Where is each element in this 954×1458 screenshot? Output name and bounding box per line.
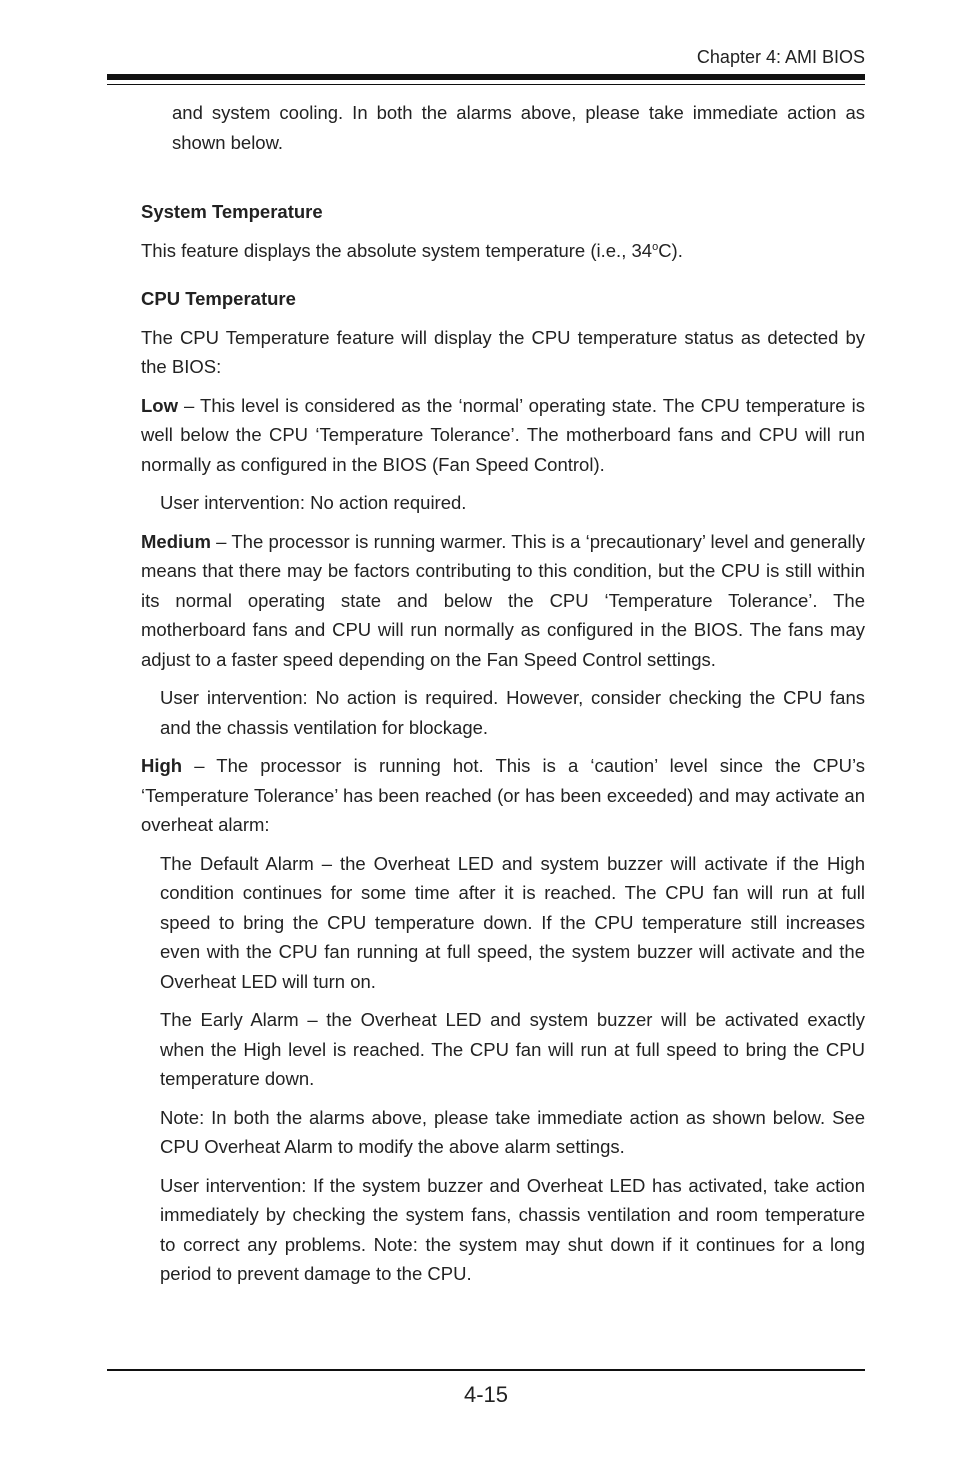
system-temperature-unit: C). xyxy=(658,239,683,261)
degree-symbol: o xyxy=(652,240,659,253)
medium-label: Medium xyxy=(141,530,211,552)
high-level-paragraph xyxy=(141,751,865,840)
low-intervention: User intervention: No action required. xyxy=(160,492,467,513)
cpu-temperature-description: The CPU Temperature feature will display the CPU temperature status as detected by the BIOS: xyxy=(141,326,865,377)
system-temperature-description xyxy=(141,236,865,266)
medium-text: – The processor is running warmer. This is a ‘precautionary’ level and generally means that there may be factors contributing to this condition, but the CPU is still within its normal operating state and below the CPU ‘Temperature Tolerance’. The motherboard fans and CPU will run normally as configured in the BIOS. The fans may adjust to a faster speed depending on the Fan Speed Control settings. xyxy=(141,530,865,670)
header-rule-thin xyxy=(107,84,865,85)
default-alarm-paragraph: The Default Alarm – the Overheat LED and system buzzer will activate if the High condition continues for some time after it is reached. The CPU fan will run at full speed to bring the CPU temperature down. If the CPU temperature still increases even with the CPU fan running at full speed, the system buzzer will activate and the Overheat LED will turn on. xyxy=(160,852,865,992)
low-level-paragraph xyxy=(141,391,865,480)
header-rule-thick xyxy=(107,74,865,80)
intro-paragraph: and system cooling. In both the alarms above, please take immediate action as shown below. xyxy=(172,102,865,153)
footer-rule xyxy=(107,1369,865,1371)
medium-level-paragraph xyxy=(141,527,865,675)
high-label: High xyxy=(141,755,183,776)
low-label: Low xyxy=(141,394,178,416)
low-text: – This level is considered as the ‘normal’ operating state. The CPU temperature is well below the CPU ‘Temperature Tolerance’. The motherboard fans and CPU will run normally as configured in the BIOS (Fan Speed Control). xyxy=(141,394,865,475)
high-text: – The processor is running hot. This is a ‘caution’ level since the CPU’s ‘Temperature Tolerance’ has been reached (or has been exceeded) and may activate an overheat alarm: xyxy=(141,755,865,835)
medium-intervention: User intervention: No action is required. However, consider checking the CPU fans and the chassis ventilation for blockage. xyxy=(160,687,865,738)
chapter-title: Chapter 4: AMI BIOS xyxy=(696,47,865,67)
system-temperature-text: This feature displays the absolute system temperature (i.e., 34 xyxy=(141,239,653,261)
early-alarm-paragraph: The Early Alarm – the Overheat LED and system buzzer will be activated exactly when the High level is reached. The CPU fan will run at full speed to bring the CPU temperature down. xyxy=(160,1009,865,1089)
page-number: 4-15 xyxy=(463,1382,509,1407)
cpu-temperature-heading: CPU Temperature xyxy=(141,288,296,309)
high-intervention: User intervention: If the system buzzer and Overheat LED has activated, take action immediately by checking the system fans, chassis ventilation and room temperature to correct any problems. Note: the system may shut down if it continues for a long period to prevent damage to the CPU. xyxy=(160,1174,865,1284)
page-content xyxy=(141,98,865,1298)
alarm-note-paragraph: Note: In both the alarms above, please take immediate action as shown below. See CPU Overheat Alarm to modify the above alarm settings. xyxy=(160,1106,865,1157)
system-temperature-heading: System Temperature xyxy=(141,201,323,222)
